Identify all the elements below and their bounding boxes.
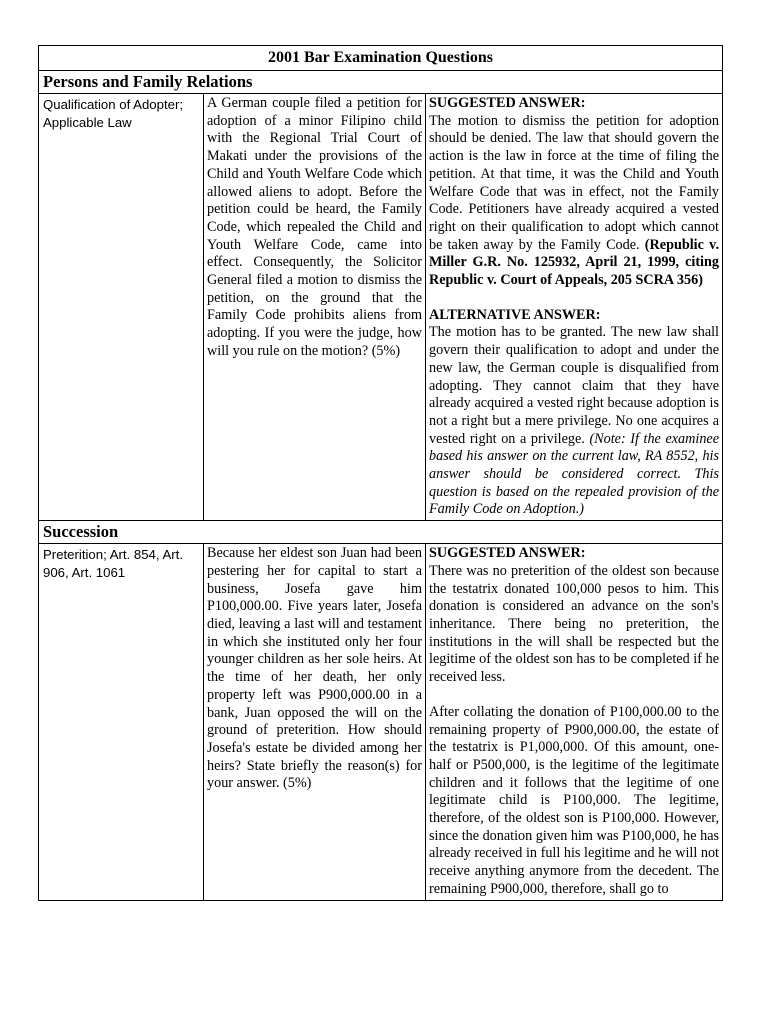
topic-cell: Preterition; Art. 854, Art. 906, Art. 1061	[39, 544, 204, 900]
suggested-answer-continued: After collating the donation of P100,000.00 to the remaining property of P900,000.00, the estate of the testatrix is P1,000,000. Of this amount, one-half or P500,000, is the legitime of the legitimate children and it follows that the legitime of one legitimate child is P100,000. The legitime, therefore, of the oldest son is P100,000. However, since the donation given him was P100,000, he has already received in full his legitime and he will not receive anything anymore from the decedent. The remaining P900,000, therefore, shall go to	[429, 703, 720, 897]
suggested-answer-label: SUGGESTED ANSWER:	[429, 95, 586, 111]
document-title: 2001 Bar Examination Questions	[39, 46, 723, 71]
table-row	[39, 94, 723, 521]
suggested-answer-label: SUGGESTED ANSWER:	[429, 545, 586, 562]
document-page	[38, 45, 722, 901]
section-heading-persons: Persons and Family Relations	[39, 71, 723, 94]
case-citation: (Republic v. Miller G.R. No. 125932, April 21, 1999, citing Republic v. Court of Appeals, 205 SCRA 356)	[429, 236, 719, 289]
table-row	[39, 544, 723, 900]
question-cell: Because her eldest son Juan had been pestering her for capital to start a business, Josefa gave him P100,000.00. Five years later, Josefa died, leaving a last will and testament in which she instituted only her four younger children as her sole heirs. At the time of her death, her only property left was P900,000.00 in a bank, Juan opposed the will on the ground of preterition. How should Josefa's estate be divided among her heirs? State briefly the reason(s) for your answer. (5%)	[204, 544, 426, 900]
suggested-answer-text: There was no preterition of the oldest son because the testatrix donated 100,000 pesos to him. This donation is considered an advance on the son's inheritance. There being no preterition, the institutions in the will shall be respected but the legitime of the oldest son has to be completed if he received less.	[429, 562, 719, 686]
alternative-answer-label: ALTERNATIVE ANSWER:	[429, 306, 601, 323]
topic-cell: Qualification of Adopter; Applicable Law	[39, 94, 204, 521]
bar-questions-table	[38, 45, 723, 901]
section-heading-succession: Succession	[39, 521, 723, 544]
examiner-note: (Note: If the examinee based his answer on the current law, RA 8552, his answer should be considered correct. This question is based on the repealed provision of the Family Code on Adoption.)	[429, 430, 720, 518]
suggested-answer-text: The motion to dismiss the petition for adoption should be denied. The law that should govern the action is the law in force at the time of filing the petition. At that time, it was the Child and Youth Welfare Code that was in effect, not the Family Code. Petitioners have already acquired a vested right on their qualification to adopt which cannot be taken away by the Family Code.	[429, 112, 719, 253]
answer-cell	[426, 544, 723, 900]
alternative-answer-text: The motion has to be granted. The new law shall govern their qualification to adopt and under the new law, the German couple is disqualified from adopting. They cannot claim that they have already acquired a vested right because adoption is not a right but a mere privilege. No one acquires a vested right on a privilege.	[429, 324, 719, 447]
question-cell: A German couple filed a petition for adoption of a minor Filipino child with the Regional Trial Court of Makati under the provisions of the Child and Youth Welfare Code which allowed aliens to adopt. Before the petition could be heard, the Family Code, which repealed the Child and Youth Welfare Code, came into effect. Consequently, the Solicitor General filed a motion to dismiss the petition, on the ground that the Family Code prohibits aliens from adopting. If you were the judge, how will you rule on the motion? (5%)	[204, 94, 426, 521]
answer-cell	[426, 94, 723, 521]
